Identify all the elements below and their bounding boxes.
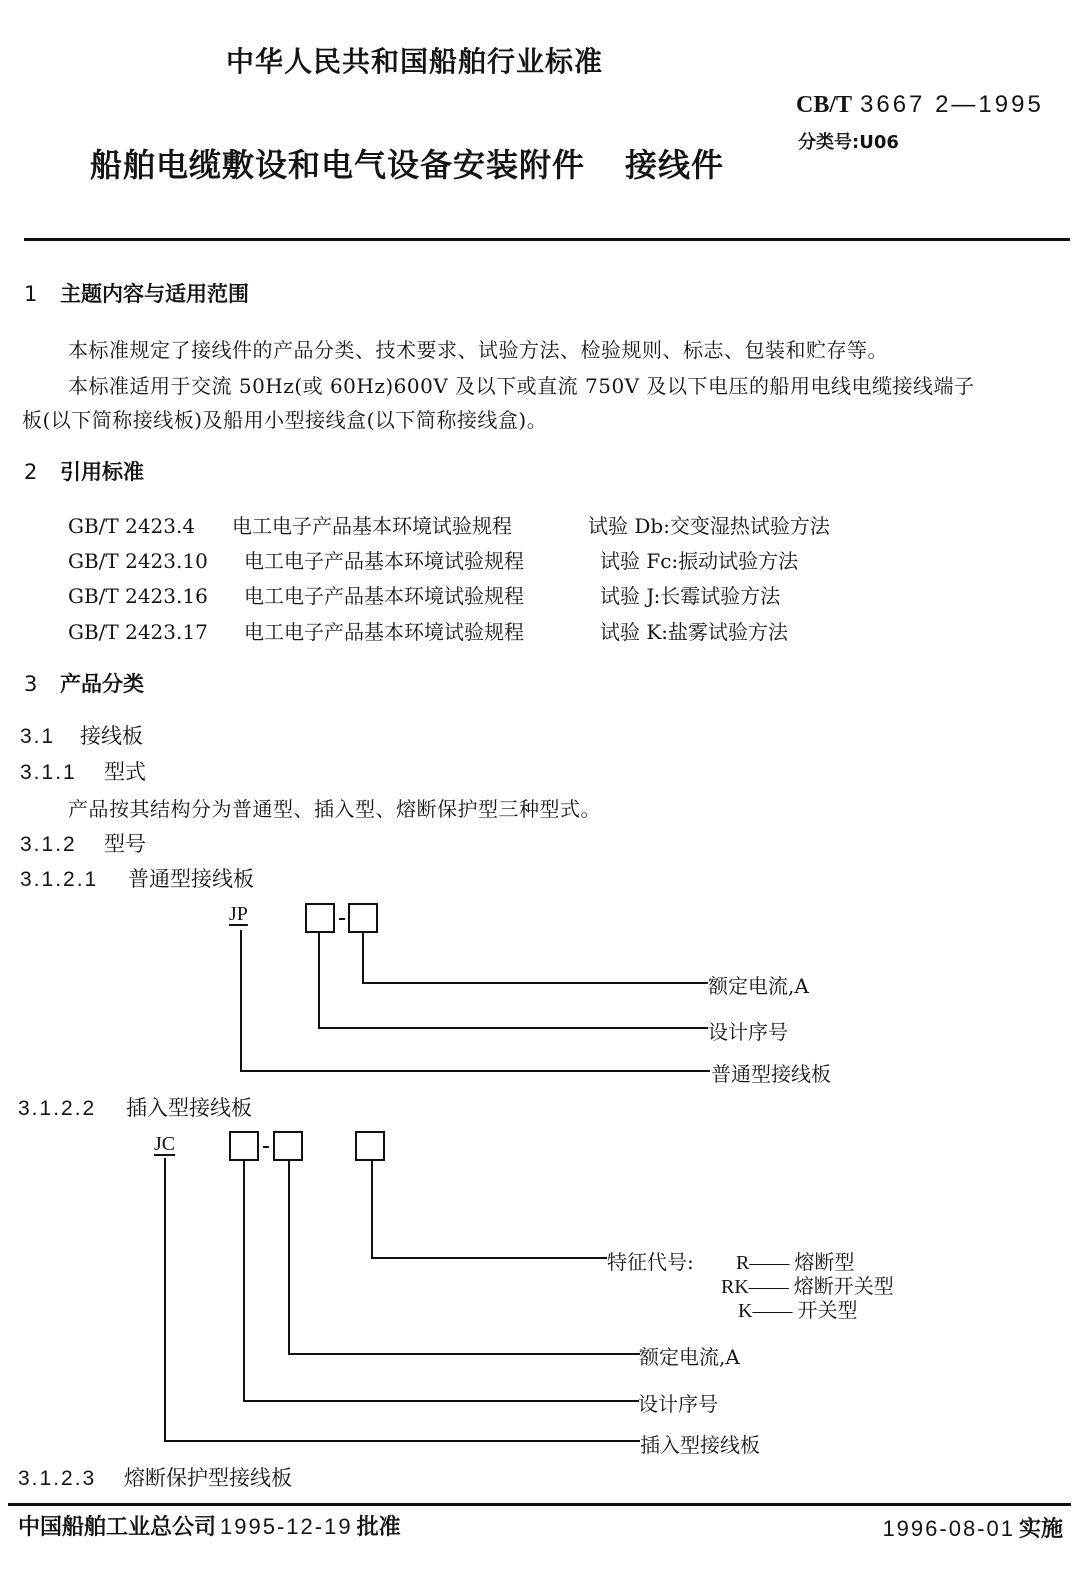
reference-test: 试验 Db:交变湿热试验方法: [588, 514, 830, 538]
leader-line: [371, 1257, 607, 1259]
feature-option-meaning: 熔断开关型: [793, 1276, 894, 1298]
subsection-3-1: [20, 720, 143, 750]
subsection-title: 普通型接线板: [128, 867, 254, 891]
subsection-number: 3.1.2: [20, 833, 77, 856]
subsection-title: 接线板: [80, 724, 143, 748]
s1-paragraph-2-line-2: 板(以下简称接线板)及船用小型接线盒(以下简称接线盒)。: [22, 408, 548, 432]
model-prefix-jp: JP: [229, 903, 248, 925]
subsection-3-1-2-3: [18, 1462, 292, 1492]
subsection-number: 3.1.2.3: [18, 1467, 97, 1490]
classification-code: 分类号:U06: [798, 132, 899, 153]
placeholder-box-design-serial: [229, 1131, 259, 1161]
s1-paragraph-1: 本标准规定了接线件的产品分类、技术要求、试验方法、检验规则、标志、包装和贮存等。: [68, 338, 888, 362]
leader-line: [362, 982, 708, 984]
leader-line: [371, 1161, 373, 1258]
footer-divider: [8, 1503, 1071, 1506]
placeholder-box-design-serial: [305, 903, 335, 933]
approval-info: [18, 1510, 401, 1541]
model-prefix-jc: JC: [154, 1133, 176, 1155]
subsection-3-1-1: [20, 756, 146, 786]
feature-option-code: R: [736, 1252, 750, 1274]
document-title-sub: 接线件: [625, 146, 725, 184]
standard-number: 3667 2—1995: [860, 91, 1044, 118]
subsection-number: 3.1: [20, 725, 56, 748]
section-2-heading: [24, 456, 144, 486]
section-number: 3: [24, 672, 38, 696]
effective-info: [882, 1512, 1063, 1543]
subsection-title: 插入型接线板: [126, 1096, 252, 1120]
feature-option: [738, 1294, 857, 1323]
feature-option-dash: ——: [749, 1252, 790, 1274]
document-title: [90, 140, 724, 186]
leader-line: [288, 1353, 640, 1355]
label-type: 插入型接线板: [640, 1433, 760, 1457]
leader-line: [318, 933, 320, 1028]
effective-suffix: 实施: [1018, 1517, 1063, 1542]
subsection-number: 3.1.2.2: [18, 1097, 97, 1120]
reference-row: [68, 545, 798, 574]
reference-test: 试验 Fc:振动试验方法: [600, 549, 799, 573]
feature-option-dash: ——: [752, 1300, 793, 1322]
subsection-3-1-2-1: [20, 863, 254, 893]
subsection-title: 型号: [104, 832, 146, 856]
section-1-heading: [24, 278, 249, 308]
subsection-number: 3.1.2.1: [20, 868, 99, 891]
reference-row: [68, 616, 788, 645]
reference-code: GB/T 2423.10: [68, 549, 208, 573]
reference-name: 电工电子产品基本环境试验规程: [244, 620, 524, 644]
document-title-main: 船舶电缆敷设和电气设备安装附件: [90, 146, 586, 184]
leader-line: [243, 1161, 245, 1401]
reference-row: [68, 510, 830, 539]
feature-option-code: K: [738, 1300, 753, 1322]
leader-line: [243, 1400, 639, 1402]
feature-option-meaning: 开关型: [797, 1300, 858, 1322]
s1-paragraph-2-line-1: 本标准适用于交流 50Hz(或 60Hz)600V 及以下或直流 750V 及以下电压的船用电线电缆接线端子: [68, 374, 975, 398]
label-type: 普通型接线板: [711, 1062, 831, 1086]
label-design-serial: 设计序号: [708, 1020, 788, 1044]
placeholder-box-rated-current: [273, 1131, 303, 1161]
reference-code: GB/T 2423.4: [68, 514, 196, 538]
placeholder-box-rated-current: [348, 903, 378, 933]
approver: 中国船舶工业总公司: [18, 1515, 217, 1540]
section-number: 1: [24, 282, 38, 306]
leader-line: [318, 1027, 708, 1029]
subsection-title: 熔断保护型接线板: [124, 1466, 292, 1490]
header-divider: [24, 238, 1070, 241]
reference-code: GB/T 2423.16: [68, 584, 208, 608]
section-title: 产品分类: [60, 672, 144, 696]
section-3-heading: [24, 668, 144, 698]
subsection-title: 型式: [104, 760, 146, 784]
feature-option-code: RK: [721, 1276, 749, 1298]
label-design-serial: 设计序号: [638, 1392, 718, 1416]
reference-name: 电工电子产品基本环境试验规程: [232, 514, 512, 538]
reference-name: 电工电子产品基本环境试验规程: [244, 549, 524, 573]
leader-line: [240, 1070, 710, 1072]
section-number: 2: [24, 460, 38, 484]
leader-line: [240, 930, 242, 1071]
effective-date: 1996-08-01: [882, 1516, 1015, 1541]
separator-dash: [339, 918, 345, 920]
separator-dash: [263, 1146, 269, 1148]
approve-suffix: 批准: [356, 1515, 401, 1540]
reference-name: 电工电子产品基本环境试验规程: [244, 584, 524, 608]
feature-option-dash: ——: [748, 1276, 789, 1298]
subsection-number: 3.1.1: [20, 761, 77, 784]
standard-prefix: CB/T: [796, 92, 853, 118]
standard-code: [796, 90, 1044, 119]
approve-date: 1995-12-19: [220, 1514, 353, 1539]
feature-code-title: 特征代号:: [607, 1250, 694, 1274]
reference-row: [68, 580, 780, 609]
leader-line: [362, 933, 364, 983]
leader-line: [164, 1440, 640, 1442]
placeholder-box-feature-code: [355, 1131, 385, 1161]
subsection-3-1-2: [20, 828, 146, 858]
section-title: 引用标准: [60, 460, 144, 484]
reference-test: 试验 K:盐雾试验方法: [600, 620, 789, 644]
leader-line: [288, 1161, 290, 1354]
leader-line: [164, 1158, 166, 1441]
reference-test: 试验 J:长霉试验方法: [600, 584, 781, 608]
label-feature-code: [607, 1246, 694, 1275]
section-title: 主题内容与适用范围: [60, 282, 249, 306]
label-rated-current: 额定电流,A: [639, 1345, 740, 1369]
label-rated-current: 额定电流,A: [708, 974, 809, 998]
s3-1-1-text: 产品按其结构分为普通型、插入型、熔断保护型三种型式。: [68, 797, 601, 821]
agency-title: 中华人民共和国船舶行业标准: [226, 45, 604, 78]
subsection-3-1-2-2: [18, 1092, 252, 1122]
reference-code: GB/T 2423.17: [68, 620, 208, 644]
feature-option-meaning: 熔断型: [794, 1252, 855, 1274]
